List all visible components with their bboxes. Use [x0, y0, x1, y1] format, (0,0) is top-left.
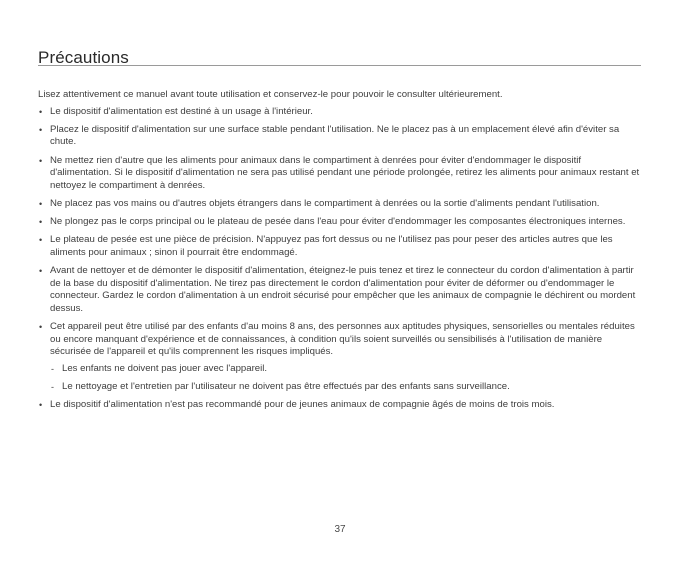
list-item-text: Le dispositif d'alimentation est destiné à un usage à l'intérieur.: [50, 105, 313, 117]
list-item: [38, 216, 644, 229]
bullet-marker: •: [39, 266, 43, 277]
list-item: [38, 106, 644, 119]
list-item-text: Cet appareil peut être utilisé par des enfants d'au moins 8 ans, des personnes aux aptitudes physiques, sensorielles ou mentales réduites ou encore manquant d'expérience et de connaissances, à condition qu'ils soient surveillés ou sensibilisés à l'utilisation de manière sécurisée de l'appareil et qu'ils comprennent les risques impliqués.: [50, 321, 635, 358]
bullet-marker: •: [39, 217, 43, 228]
list-item-text: Avant de nettoyer et de démonter le dispositif d'alimentation, éteignez-le puis tenez et tirez le connecteur du cordon d'alimentation à partir de la base du dispositif d'alimentation. Ne tirez pas directement le cordon d'alimentation pour éviter de déformer ou d'endommager le connecteur. Gardez le cordon d'alimentation à un endroit sécurisé pour empêcher que les animaux de compagnie le déchirent ou mordent dessus.: [50, 265, 636, 314]
list-item: [38, 155, 644, 193]
precautions-content: [38, 89, 644, 417]
precautions-list: [38, 106, 644, 412]
title-divider: [38, 65, 641, 66]
bullet-marker: •: [39, 235, 43, 246]
list-item-text: Le dispositif d'alimentation n'est pas recommandé pour de jeunes animaux de compagnie âgés de moins de trois mois.: [50, 399, 555, 411]
dash-marker: -: [51, 363, 54, 374]
dash-marker: -: [51, 382, 54, 393]
bullet-marker: •: [39, 198, 43, 209]
sub-list-item: [50, 363, 644, 376]
bullet-marker: •: [39, 124, 43, 135]
list-item: [38, 399, 644, 412]
sub-list: [50, 363, 644, 394]
bullet-marker: •: [39, 106, 43, 117]
bullet-marker: •: [39, 155, 43, 166]
sub-list-item-text: Le nettoyage et l'entretien par l'utilisateur ne doivent pas être effectués par des enfants sans surveillance.: [62, 381, 510, 393]
list-item: [38, 234, 644, 259]
list-item: [38, 321, 644, 394]
list-item: [38, 265, 644, 315]
page-number: 37: [334, 524, 346, 535]
list-item-text: Ne plongez pas le corps principal ou le plateau de pesée dans l'eau pour éviter d'endommager les composantes électroniques internes.: [50, 216, 626, 228]
sub-list-item: [50, 381, 644, 394]
bullet-marker: •: [39, 400, 43, 411]
list-item: [38, 124, 644, 149]
list-item-text: Ne placez pas vos mains ou d'autres objets étrangers dans le compartiment à denrées ou la sortie d'aliments pendant l'utilisation.: [50, 197, 600, 209]
list-item-text: Le plateau de pesée est une pièce de précision. N'appuyez pas fort dessus ou ne l'utilisez pas pour peser des articles autres que les aliments pour animaux ; sinon il pourrait être endommagé.: [50, 234, 613, 258]
page-title: Précautions: [38, 48, 129, 68]
intro-paragraph: Lisez attentivement ce manuel avant toute utilisation et conservez-le pour pouvoir le consulter ultérieurement.: [38, 89, 503, 100]
list-item-text: Placez le dispositif d'alimentation sur une surface stable pendant l'utilisation. Ne le placez pas à un emplacement élevé afin d'éviter sa chute.: [50, 123, 620, 148]
list-item: [38, 198, 644, 211]
sub-list-item-text: Les enfants ne doivent pas jouer avec l'appareil.: [62, 362, 268, 374]
bullet-marker: •: [39, 322, 43, 333]
list-item-text: Ne mettez rien d'autre que les aliments pour animaux dans le compartiment à denrées pour éviter d'endommager le dispositif d'alimentation. Si le dispositif d'alimentation ne sera pas utilisé pendant une période prolongée, retirez les aliments pour animaux restant et nettoyez le compartiment à denrées.: [50, 154, 640, 191]
